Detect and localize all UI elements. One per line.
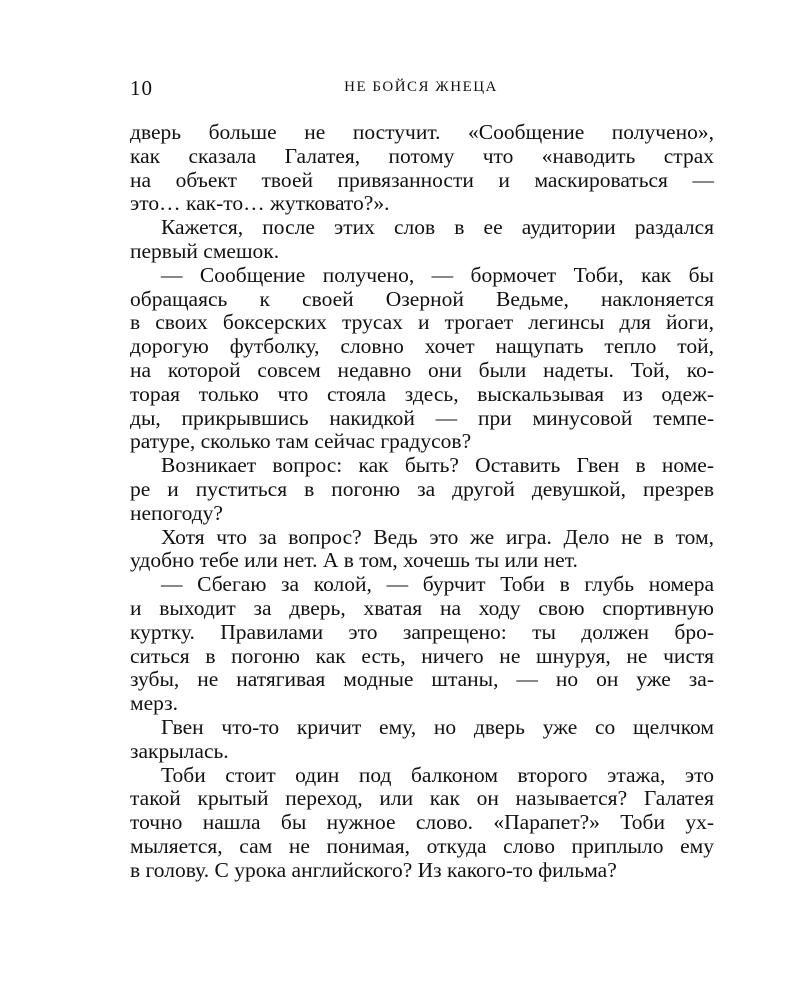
page-number: 10 (130, 76, 153, 100)
text-line: и выходит за дверь, хватая на ходу свою спортивную (130, 595, 714, 620)
text-line: на которой совсем недавно они были надеты. Той, ко- (130, 357, 714, 382)
text-line: в голову. С урока английского? Из какого-то фильма? (130, 857, 617, 882)
text-line: удобно тебе или нет. А в том, хочешь ты или нет. (130, 548, 578, 573)
text-line: дверь больше не постучит. «Сообщение получено», (130, 120, 714, 144)
text-line: как сказала Галатея, потому что «наводить страх (130, 143, 714, 168)
text-line: Гвен что-то кричит ему, но дверь уже со щелчком (161, 714, 714, 739)
text-line: куртку. Правилами это запрещено: ты должен бро- (130, 619, 714, 644)
text-line: Тоби стоит один под балконом второго этажа, это (161, 762, 714, 787)
text-line: торая только что стояла здесь, выскальзывая из одеж- (130, 381, 714, 406)
text-line: ратуре, сколько там сейчас градусов? (130, 429, 472, 454)
text-line: — Сбегаю за колой, — бурчит Тоби в глубь номера (161, 572, 714, 597)
text-line: это… как-то… жутковато?». (130, 191, 390, 216)
text-line: дорогую футболку, словно хочет нащупать тепло той, (130, 334, 714, 359)
text-line: Хотя что за вопрос? Ведь это же игра. Дело не в том, (161, 524, 714, 549)
text-line: мерз. (130, 691, 179, 716)
text-line: на объект твоей привязанности и маскироваться — (130, 167, 714, 192)
text-line: зубы, не натягивая модные штаны, — но он уже за- (130, 667, 714, 692)
text-line: мыляется, сам не понимая, откуда слово приплыло ему (130, 833, 714, 858)
text-line: точно нашла бы нужное слово. «Парапет?» Тоби ух- (130, 810, 714, 835)
text-line: Кажется, после этих слов в ее аудитории раздался (161, 215, 714, 240)
text-line: ситься в погоню как есть, ничего не шнуруя, не чистя (130, 643, 714, 668)
text-line: в своих боксерских трусах и трогает легинсы для йоги, (130, 310, 714, 335)
book-title: НЕ БОЙСЯ ЖНЕЦА (344, 79, 498, 95)
body-text (130, 121, 714, 883)
text-line: ре и пуститься в погоню за другой девушкой, презрев (130, 476, 714, 501)
text-line: ды, прикрывшись накидкой — при минусовой темпе- (130, 405, 714, 430)
text-line: обращаясь к своей Озерной Ведьме, наклоняется (130, 286, 714, 311)
text-line: закрылась. (130, 738, 229, 763)
text-line: такой крытый переход, или как он называется? Галатея (130, 786, 714, 811)
text-line: непогоду? (130, 500, 223, 525)
text-line: первый смешок. (130, 238, 280, 263)
running-head (130, 76, 712, 102)
text-line: Возникает вопрос: как быть? Оставить Гвен в номе- (161, 453, 714, 478)
text-line: — Сообщение получено, — бормочет Тоби, как бы (161, 262, 714, 287)
